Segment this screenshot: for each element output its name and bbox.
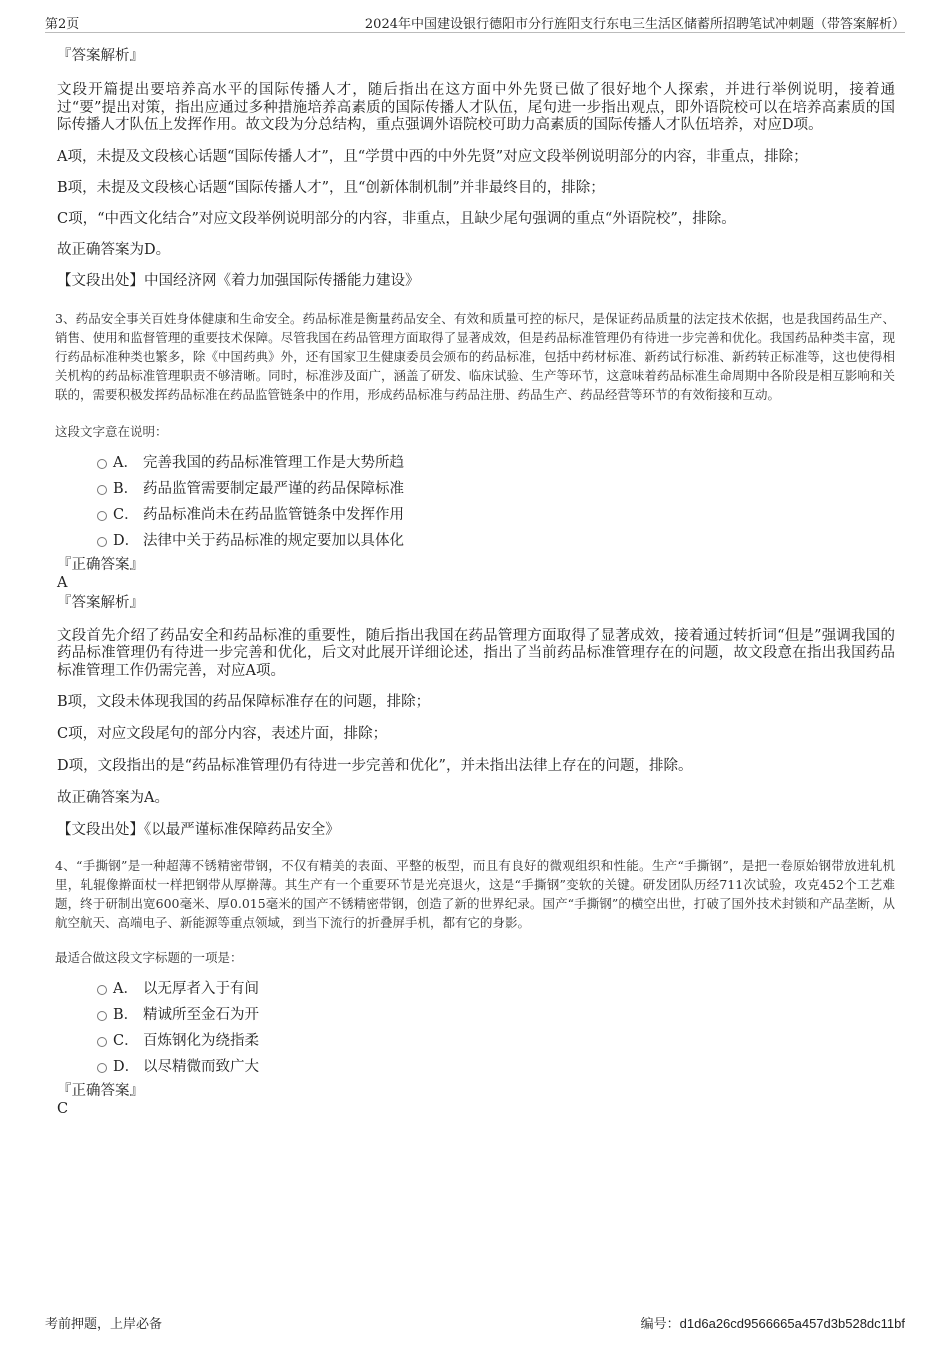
option-b[interactable] [55, 476, 895, 502]
option-c-explanation: C项，对应文段尾句的部分内容，表述片面，排除； [57, 726, 388, 742]
option-letter: C． [113, 506, 139, 523]
answer-analysis-text: 文段开篇提出要培养高水平的国际传播人才，随后指出在这方面中外先贤已做了很好地个人探索，并进行举例说明，接着通过“要”提出对策，指出应通过多种措施培养高素质的国际传播人才队伍，尾句进一步指出观点，即外语院校可以在培养高素质的国际传播人才队伍上发挥作用。故文段为分总结构，重点强调外语院校可助力高素质的国际传播人才队伍培养，对应D项。 [57, 82, 895, 133]
option-text: 以无厚者入于有间 [143, 981, 259, 997]
correct-answer-label: 『正确答案』 [57, 556, 144, 573]
radio-button[interactable] [97, 985, 107, 995]
source-citation: 【文段出处】中国经济网《着力加强国际传播能力建设》 [57, 272, 420, 289]
option-letter: D． [113, 1059, 140, 1075]
question-4-options [55, 976, 895, 1080]
radio-button[interactable] [97, 459, 107, 469]
option-d[interactable] [55, 528, 895, 554]
answer-analysis-text: 文段首先介绍了药品安全和药品标准的重要性，随后指出我国在药品管理方面取得了显著成效，接着通过转折词“但是”强调我国的药品标准管理仍有待进一步完善和优化，后文对此展开详细论述，指出了当前药品标准管理存在的问题，故文段意在指出我国药品标准管理工作仍需完善，对应A项。 [57, 627, 895, 679]
option-c[interactable] [55, 502, 895, 528]
option-a-explanation: A项，未提及文段核心话题“国际传播人才”，且“学贯中西的中外先贤”对应文段举例说明部分的内容，非重点，排除； [57, 148, 808, 165]
option-c[interactable] [55, 1028, 895, 1054]
document-id [641, 1313, 905, 1332]
option-text: 法律中关于药品标准的规定要加以具体化 [143, 532, 404, 549]
correct-answer-label: 『正确答案』 [57, 1083, 144, 1099]
source-citation: 【文段出处】《以最严谨标准保障药品安全》 [57, 822, 340, 838]
option-d-explanation: D项，文段指出的是“药品标准管理仍有待进一步完善和优化”，并未指出法律上存在的问题，排除。 [57, 758, 693, 774]
option-letter: B． [113, 480, 139, 497]
option-text: 百炼钢化为绕指柔 [143, 1033, 259, 1049]
option-text: 药品标准尚未在药品监管链条中发挥作用 [143, 506, 404, 523]
option-letter: D． [113, 532, 140, 549]
option-b-explanation: B项，文段未体现我国的药品保障标准存在的问题，排除； [57, 694, 431, 710]
conclusion: 故正确答案为A。 [57, 790, 169, 806]
radio-button[interactable] [97, 1037, 107, 1047]
question-4-text: 4、“手撕钢”是一种超薄不锈精密带钢，不仅有精美的表面、平整的板型，而且有良好的微观组织和性能。生产“手撕钢”，是把一卷原始钢带放进轧机里，轧辊像擀面杖一样把钢带从厚擀薄。其生产有一个重要环节是光亮退火，这是“手撕钢”变软的关键。研发团队历经711次试验，攻克452个工艺难题，终于研制出宽600毫米、厚0.015毫米的国产不锈精密带钢，创造了新的世界纪录。国产“手撕钢”的横空出世，打破了国外技术封锁和产品垄断，从航空航天、高端电子、新能源等重点领域，到当下流行的折叠屏手机，都有它的身影。 [55, 858, 895, 930]
option-text: 以尽精微而致广大 [143, 1059, 259, 1075]
page-number: 第2页 [45, 17, 80, 32]
option-letter: A． [113, 981, 138, 997]
option-text: 精诚所至金石为开 [143, 1007, 259, 1023]
question-4-prompt: 最适合做这段文字标题的一项是： [55, 950, 243, 965]
option-text: 药品监管需要制定最严谨的药品保障标准 [143, 480, 404, 497]
document-title: 2024年中国建设银行德阳市分行旌阳支行东电三生活区储蓄所招聘笔试冲刺题（带答案解析） [364, 17, 905, 32]
answer-analysis-label: 『答案解析』 [57, 48, 144, 64]
correct-answer: A [57, 574, 68, 591]
question-3-options [55, 450, 895, 554]
radio-button[interactable] [97, 485, 107, 495]
radio-button[interactable] [97, 537, 107, 547]
option-d[interactable] [55, 1054, 895, 1080]
radio-button[interactable] [97, 511, 107, 521]
question-3-text: 3、药品安全事关百姓身体健康和生命安全。药品标准是衡量药品安全、有效和质量可控的标尺，是保证药品质量的法定技术依据，也是我国药品生产、销售、使用和监督管理的重要技术保障。尽管我国在药品管理方面取得了显著成效，但是药品标准管理仍有待进一步完善和优化。我国药品种类丰富，现行药品标准种类也繁多，除《中国药典》外，还有国家卫生健康委员会颁布的药品标准，包括中药材标准、新药试行标准、新药转正标准等，这也使得相关机构的药品标准管理职责不够清晰。同时，标准涉及面广，涵盖了研发、临床试验、生产等环节，这意味着药品标准生命周期中各阶段是相互影响和关联的，需要积极发挥药品标准在药品监管链条中的作用，形成药品标准与药品注册、药品生产、药品经营等环节的有效衔接和互动。 [55, 310, 895, 402]
option-a[interactable] [55, 976, 895, 1002]
radio-button[interactable] [97, 1063, 107, 1073]
option-letter: C． [113, 1033, 139, 1049]
question-3-prompt: 这段文字意在说明： [55, 423, 168, 439]
document-id-value: d1d6a26cd9566665a457d3b528dc11bf [679, 1316, 905, 1331]
main-content [55, 44, 895, 1118]
answer-analysis-label: 『答案解析』 [57, 594, 144, 611]
option-a[interactable] [55, 450, 895, 476]
radio-button[interactable] [97, 1011, 107, 1021]
footer-slogan: 考前押题，上岸必备 [45, 1317, 163, 1332]
document-id-label: 编号： [640, 1317, 680, 1332]
conclusion: 故正确答案为D。 [57, 241, 171, 258]
option-letter: A． [113, 454, 138, 471]
option-letter: B． [113, 1007, 139, 1023]
page-header [45, 10, 905, 33]
option-b-explanation: B项，未提及文段核心话题“国际传播人才”，且“创新体制机制”并非最终目的，排除； [57, 179, 605, 196]
option-text: 完善我国的药品标准管理工作是大势所趋 [143, 454, 404, 471]
correct-answer: C [57, 1101, 69, 1117]
option-b[interactable] [55, 1002, 895, 1028]
option-c-explanation: C项，“中西文化结合”对应文段举例说明部分的内容，非重点，且缺少尾句强调的重点“外语院校”，排除。 [57, 210, 736, 227]
